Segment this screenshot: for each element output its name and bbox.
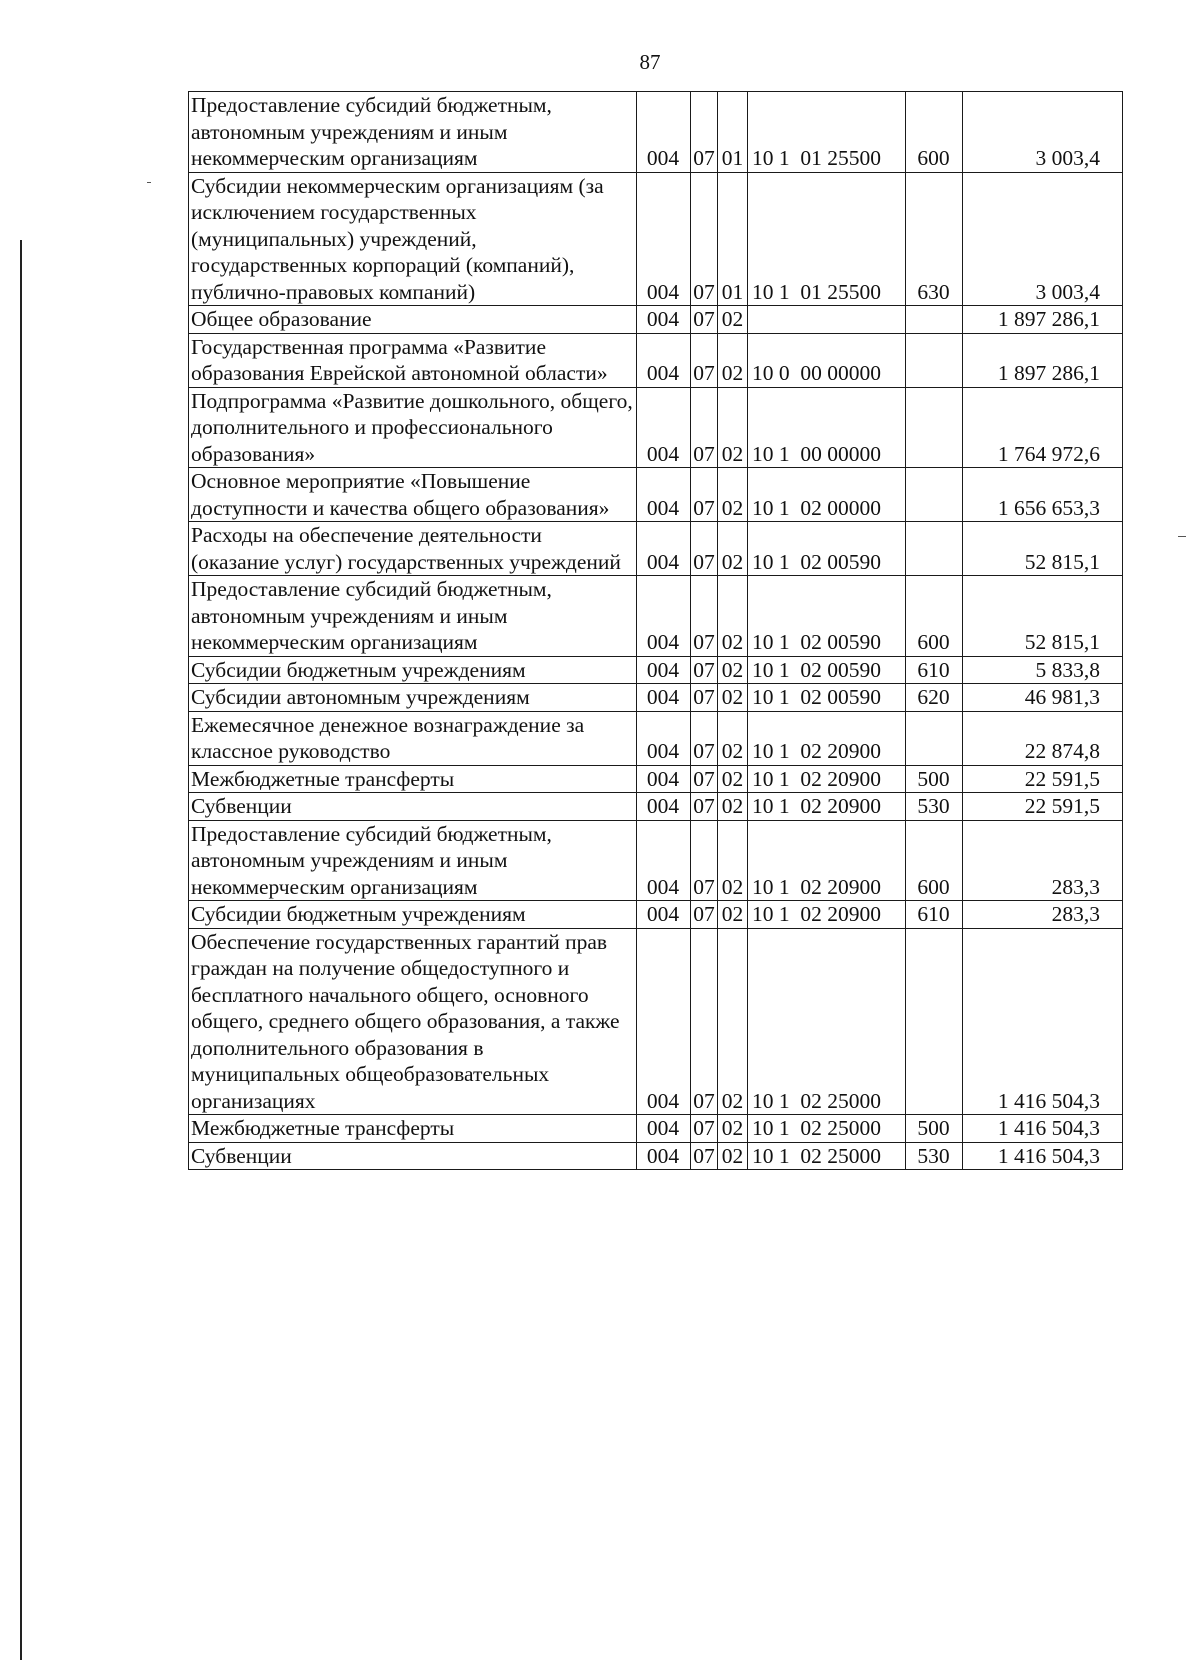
table-body <box>189 92 1123 1170</box>
row-pr-cell: 02 <box>718 765 748 793</box>
row-sum-cell: 22 591,5 <box>963 765 1123 793</box>
row-vr-cell <box>906 468 963 522</box>
row-vr-cell: 620 <box>906 684 963 712</box>
row-ved-cell: 004 <box>637 1115 691 1143</box>
row-ved-cell: 004 <box>637 684 691 712</box>
row-pr-cell: 02 <box>718 1115 748 1143</box>
row-rz-cell: 07 <box>691 333 718 387</box>
row-name-cell: Субсидии некоммерческим организациям (за исключением государственных (муниципальных) учреждений, государственных корпораций (компаний), публично-правовых компаний) <box>189 172 637 306</box>
table-row <box>189 1142 1123 1170</box>
row-vr-cell <box>906 306 963 334</box>
scan-mark <box>147 182 151 183</box>
row-ved-cell: 004 <box>637 468 691 522</box>
row-ved-cell: 004 <box>637 172 691 306</box>
row-vr-cell <box>906 387 963 468</box>
row-vr-cell: 530 <box>906 793 963 821</box>
row-vr-cell: 500 <box>906 1115 963 1143</box>
row-pr-cell: 02 <box>718 1142 748 1170</box>
row-pr-cell: 02 <box>718 711 748 765</box>
row-pr-cell: 02 <box>718 901 748 929</box>
row-csr-cell: 10 1 02 00590 <box>748 522 906 576</box>
row-pr-cell: 02 <box>718 793 748 821</box>
row-ved-cell: 004 <box>637 928 691 1115</box>
row-rz-cell: 07 <box>691 1142 718 1170</box>
row-ved-cell: 004 <box>637 711 691 765</box>
row-sum-cell: 1 897 286,1 <box>963 333 1123 387</box>
row-name-cell: Основное мероприятие «Повышение доступности и качества общего образования» <box>189 468 637 522</box>
row-ved-cell: 004 <box>637 901 691 929</box>
row-vr-cell <box>906 522 963 576</box>
row-csr-cell: 10 1 00 00000 <box>748 387 906 468</box>
row-sum-cell: 3 003,4 <box>963 92 1123 173</box>
table-row <box>189 92 1123 173</box>
row-pr-cell: 02 <box>718 928 748 1115</box>
row-pr-cell: 02 <box>718 306 748 334</box>
row-rz-cell: 07 <box>691 468 718 522</box>
table-row <box>189 793 1123 821</box>
row-vr-cell: 610 <box>906 656 963 684</box>
row-sum-cell: 1 416 504,3 <box>963 1115 1123 1143</box>
row-name-cell: Субсидии бюджетным учреждениям <box>189 901 637 929</box>
table-row <box>189 1115 1123 1143</box>
table-row <box>189 656 1123 684</box>
row-pr-cell: 02 <box>718 333 748 387</box>
row-ved-cell: 004 <box>637 387 691 468</box>
row-sum-cell: 22 874,8 <box>963 711 1123 765</box>
row-vr-cell: 610 <box>906 901 963 929</box>
row-csr-cell: 10 1 02 00590 <box>748 576 906 657</box>
row-name-cell: Подпрограмма «Развитие дошкольного, общего, дополнительного и профессионального образования» <box>189 387 637 468</box>
row-name-cell: Субсидии бюджетным учреждениям <box>189 656 637 684</box>
row-name-cell: Обеспечение государственных гарантий прав граждан на получение общедоступного и бесплатного начального общего, основного общего, среднего общего образования, а также дополнительного образования в муниципальных общеобразовательных организациях <box>189 928 637 1115</box>
row-pr-cell: 01 <box>718 92 748 173</box>
scan-edge-line <box>20 240 22 1660</box>
row-csr-cell: 10 1 01 25500 <box>748 172 906 306</box>
row-name-cell: Расходы на обеспечение деятельности (оказание услуг) государственных учреждений <box>189 522 637 576</box>
row-vr-cell: 600 <box>906 576 963 657</box>
row-name-cell: Предоставление субсидий бюджетным, автономным учреждениям и иным некоммерческим организациям <box>189 576 637 657</box>
row-name-cell: Предоставление субсидий бюджетным, автономным учреждениям и иным некоммерческим организациям <box>189 92 637 173</box>
row-name-cell: Предоставление субсидий бюджетным, автономным учреждениям и иным некоммерческим организациям <box>189 820 637 901</box>
row-csr-cell: 10 1 02 20900 <box>748 765 906 793</box>
row-csr-cell: 10 1 02 20900 <box>748 820 906 901</box>
row-pr-cell: 02 <box>718 387 748 468</box>
row-ved-cell: 004 <box>637 306 691 334</box>
row-sum-cell: 1 656 653,3 <box>963 468 1123 522</box>
table-row <box>189 468 1123 522</box>
row-csr-cell: 10 0 00 00000 <box>748 333 906 387</box>
table-row <box>189 820 1123 901</box>
row-rz-cell: 07 <box>691 576 718 657</box>
row-name-cell: Субсидии автономным учреждениям <box>189 684 637 712</box>
row-ved-cell: 004 <box>637 820 691 901</box>
row-rz-cell: 07 <box>691 901 718 929</box>
row-vr-cell: 600 <box>906 820 963 901</box>
row-rz-cell: 07 <box>691 306 718 334</box>
row-rz-cell: 07 <box>691 684 718 712</box>
row-csr-cell: 10 1 02 25000 <box>748 1142 906 1170</box>
row-csr-cell: 10 1 02 25000 <box>748 1115 906 1143</box>
row-ved-cell: 004 <box>637 522 691 576</box>
table-row <box>189 172 1123 306</box>
row-rz-cell: 07 <box>691 820 718 901</box>
row-sum-cell: 46 981,3 <box>963 684 1123 712</box>
table-row <box>189 901 1123 929</box>
row-rz-cell: 07 <box>691 656 718 684</box>
row-vr-cell: 530 <box>906 1142 963 1170</box>
row-sum-cell: 52 815,1 <box>963 576 1123 657</box>
row-csr-cell: 10 1 02 20900 <box>748 901 906 929</box>
table-row <box>189 576 1123 657</box>
row-name-cell: Ежемесячное денежное вознаграждение за классное руководство <box>189 711 637 765</box>
row-sum-cell: 5 833,8 <box>963 656 1123 684</box>
row-csr-cell <box>748 306 906 334</box>
row-rz-cell: 07 <box>691 928 718 1115</box>
table-row <box>189 387 1123 468</box>
row-sum-cell: 52 815,1 <box>963 522 1123 576</box>
row-rz-cell: 07 <box>691 387 718 468</box>
row-rz-cell: 07 <box>691 711 718 765</box>
row-ved-cell: 004 <box>637 765 691 793</box>
row-pr-cell: 02 <box>718 576 748 657</box>
row-csr-cell: 10 1 02 00590 <box>748 656 906 684</box>
row-pr-cell: 02 <box>718 522 748 576</box>
row-vr-cell: 630 <box>906 172 963 306</box>
row-sum-cell: 1 897 286,1 <box>963 306 1123 334</box>
row-ved-cell: 004 <box>637 656 691 684</box>
row-pr-cell: 01 <box>718 172 748 306</box>
table-row <box>189 684 1123 712</box>
row-vr-cell <box>906 711 963 765</box>
row-name-cell: Субвенции <box>189 1142 637 1170</box>
table-row <box>189 711 1123 765</box>
row-sum-cell: 3 003,4 <box>963 172 1123 306</box>
row-rz-cell: 07 <box>691 172 718 306</box>
row-pr-cell: 02 <box>718 684 748 712</box>
row-name-cell: Субвенции <box>189 793 637 821</box>
row-vr-cell: 600 <box>906 92 963 173</box>
row-pr-cell: 02 <box>718 656 748 684</box>
table-row <box>189 928 1123 1115</box>
row-csr-cell: 10 1 02 20900 <box>748 793 906 821</box>
row-ved-cell: 004 <box>637 1142 691 1170</box>
row-sum-cell: 283,3 <box>963 820 1123 901</box>
row-sum-cell: 1 416 504,3 <box>963 928 1123 1115</box>
table-row <box>189 522 1123 576</box>
table-row <box>189 765 1123 793</box>
row-rz-cell: 07 <box>691 92 718 173</box>
row-vr-cell <box>906 928 963 1115</box>
row-name-cell: Общее образование <box>189 306 637 334</box>
table-row <box>189 333 1123 387</box>
row-pr-cell: 02 <box>718 820 748 901</box>
row-csr-cell: 10 1 02 00000 <box>748 468 906 522</box>
row-sum-cell: 283,3 <box>963 901 1123 929</box>
table-row <box>189 306 1123 334</box>
budget-table <box>188 91 1123 1170</box>
row-name-cell: Межбюджетные трансферты <box>189 1115 637 1143</box>
row-sum-cell: 1 764 972,6 <box>963 387 1123 468</box>
row-ved-cell: 004 <box>637 793 691 821</box>
row-vr-cell: 500 <box>906 765 963 793</box>
row-sum-cell: 1 416 504,3 <box>963 1142 1123 1170</box>
row-ved-cell: 004 <box>637 576 691 657</box>
row-csr-cell: 10 1 01 25500 <box>748 92 906 173</box>
row-vr-cell <box>906 333 963 387</box>
row-csr-cell: 10 1 02 00590 <box>748 684 906 712</box>
row-ved-cell: 004 <box>637 333 691 387</box>
row-ved-cell: 004 <box>637 92 691 173</box>
page-number: 87 <box>639 50 661 74</box>
row-sum-cell: 22 591,5 <box>963 793 1123 821</box>
row-pr-cell: 02 <box>718 468 748 522</box>
row-rz-cell: 07 <box>691 793 718 821</box>
scan-mark <box>1178 536 1186 537</box>
row-rz-cell: 07 <box>691 1115 718 1143</box>
row-csr-cell: 10 1 02 25000 <box>748 928 906 1115</box>
row-rz-cell: 07 <box>691 522 718 576</box>
row-rz-cell: 07 <box>691 765 718 793</box>
row-csr-cell: 10 1 02 20900 <box>748 711 906 765</box>
row-name-cell: Государственная программа «Развитие образования Еврейской автономной области» <box>189 333 637 387</box>
row-name-cell: Межбюджетные трансферты <box>189 765 637 793</box>
